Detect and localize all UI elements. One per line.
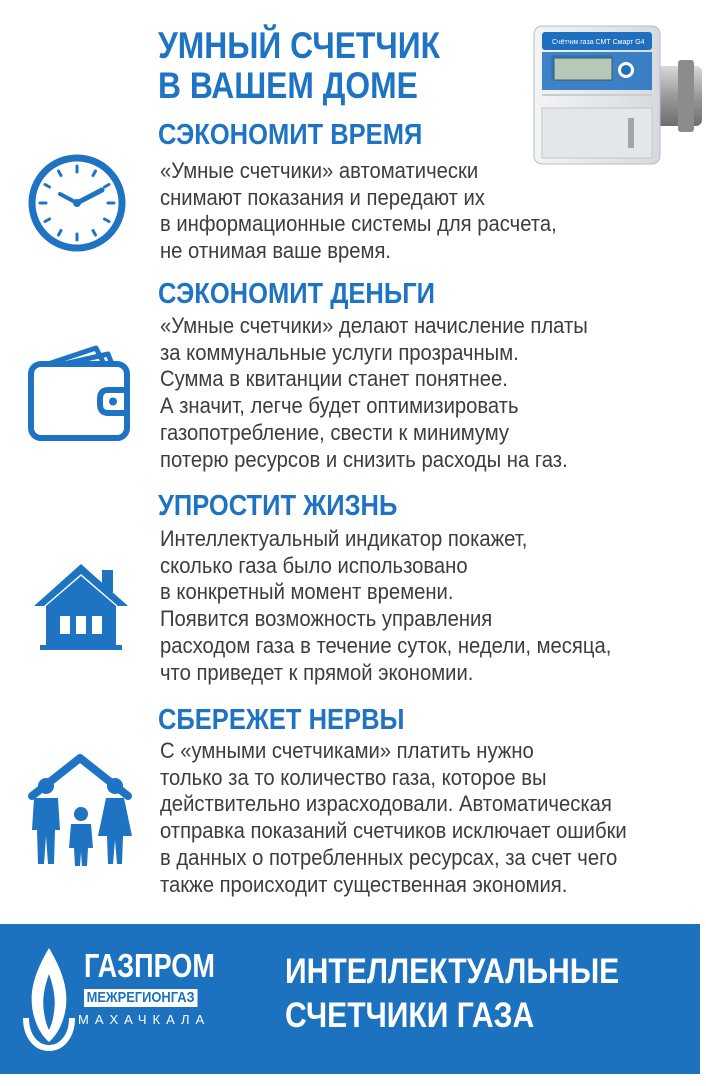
logo-subname: МЕЖРЕГИОНГАЗ: [84, 989, 197, 1007]
gas-meter-image: [528, 20, 706, 170]
house-icon: [30, 560, 132, 652]
wallet-icon: [26, 342, 136, 446]
clock-icon: [24, 150, 130, 256]
section-heading-save-nerves: СБЕРЕЖЕТ НЕРВЫ: [158, 704, 405, 736]
gas-flame-icon: [18, 944, 80, 1052]
section-body-save-nerves: С «умными счетчиками» платить нужно только за то количество газа, которое вы действительно израсходовали. Автоматическая отправка показаний счетчиков исключает ошибки в данных о потребленных ресурсах, за счет чего также происходит существенная экономия.: [160, 738, 627, 897]
footer-banner: [0, 924, 700, 1074]
section-body-save-time: «Умные счетчики» автоматически снимают показания и передают их в информационные системы для расчета, не отнимая ваше время.: [160, 158, 557, 264]
logo-city: МАХАЧКАЛА: [78, 1012, 211, 1027]
bottom-strip: [0, 1074, 706, 1086]
banner-title-line-1: ИНТЕЛЛЕКТУАЛЬНЫЕ: [285, 952, 620, 991]
section-body-save-money: «Умные счетчики» делают начисление платы за коммунальные услуги прозрачным. Сумма в квитанции станет понятнее. А значит, легче будет оптимизировать газопотребление, свести к минимуму потерю ресурсов и снизить расходы на газ.: [160, 313, 588, 472]
family-icon: [24, 752, 136, 870]
page-title-line-1: УМНЫЙ СЧЕТЧИК: [158, 25, 440, 66]
meter-label: Счётчик газа СМТ Смарт G4: [552, 39, 645, 46]
section-heading-save-time: СЭКОНОМИТ ВРЕМЯ: [158, 119, 423, 151]
page-title: [158, 26, 440, 106]
logo-name: ГАЗПРОМ: [84, 947, 215, 984]
page-title-line-2: В ВАШЕМ ДОМЕ: [158, 65, 418, 106]
section-heading-save-money: СЭКОНОМИТ ДЕНЬГИ: [158, 278, 436, 310]
banner-title-line-2: СЧЕТЧИКИ ГАЗА: [285, 996, 535, 1035]
banner-title: [285, 950, 619, 1038]
section-heading-simplify-life: УПРОСТИТ ЖИЗНЬ: [158, 490, 398, 522]
gazprom-logo: [18, 940, 238, 1055]
section-body-simplify-life: Интеллектуальный индикатор покажет, сколько газа было использовано в конкретный момент времени. Появится возможность управления расходом газа в течение суток, недели, месяца, что приведет к прямой экономии.: [160, 526, 612, 685]
